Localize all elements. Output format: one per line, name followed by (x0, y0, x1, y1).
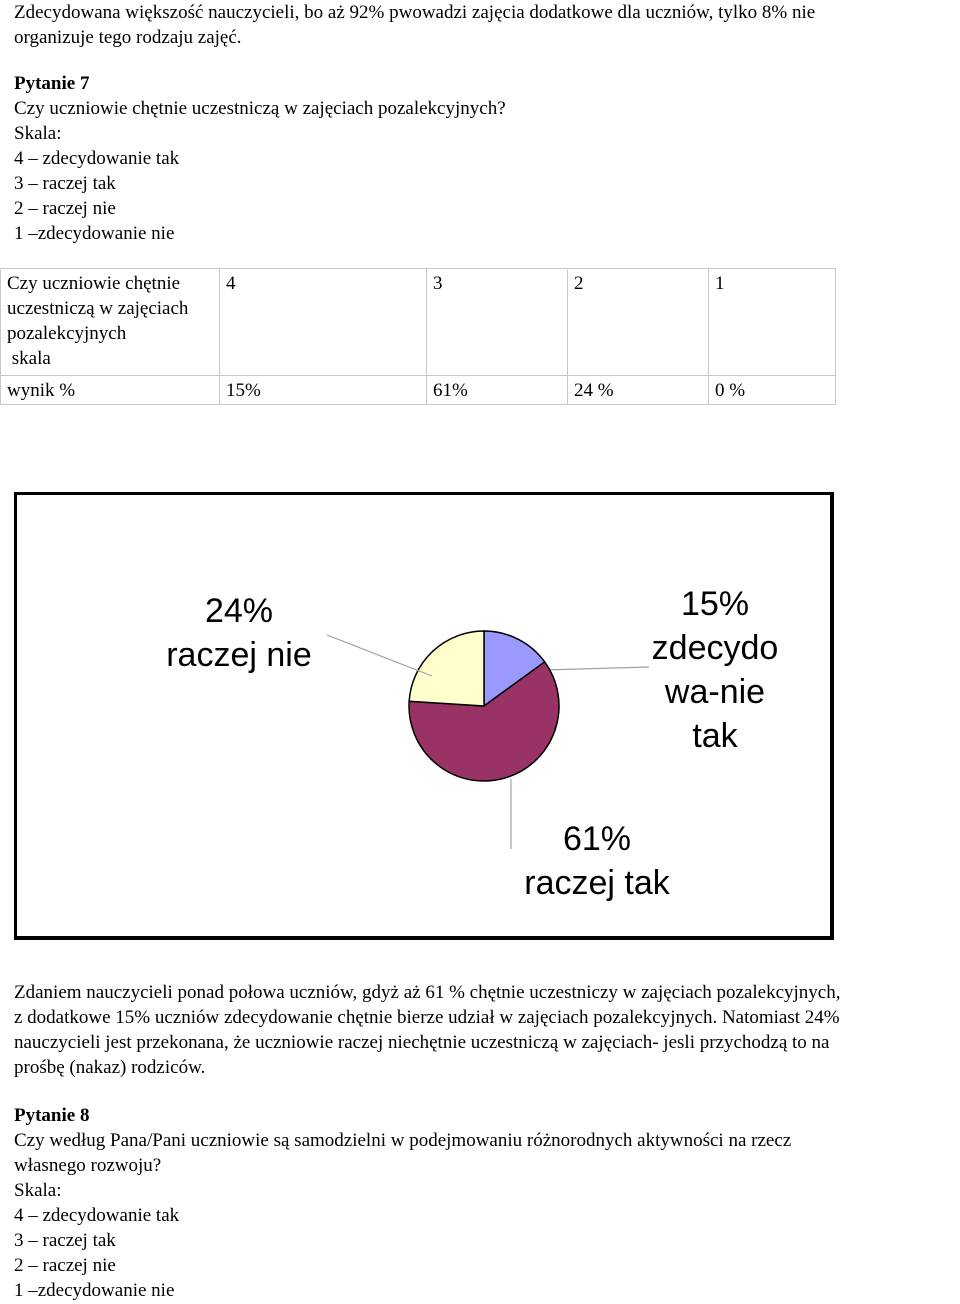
header-line: Czy uczniowie chętnie (7, 273, 181, 294)
question-8-title: Pytanie 8 (14, 1105, 90, 1126)
intro-line: Zdecydowana większość nauczycieli, bo aż 92% pwowadzi zajęcia dodatkowe dla uczniów, tylko 8% nie (14, 2, 816, 23)
scale-item: 1 –zdecydowanie nie (14, 1280, 175, 1301)
pie-label-line: zdecydo (651, 629, 779, 667)
summary-paragraph (14, 980, 954, 1080)
pie-label-line: raczej nie (166, 636, 312, 674)
question-8-text: własnego rozwoju? (14, 1155, 162, 1176)
summary-line: z dodatkowe 15% uczniów zdecydowanie chętnie bierze udział w zajęciach pozalekcyjnych. Natomiast 24% (14, 1007, 840, 1028)
scale-item: 2 – raczej nie (14, 1255, 116, 1276)
table-row (1, 376, 836, 405)
scale-item: 4 – zdecydowanie tak (14, 148, 180, 169)
scale-value-cell: 1 (709, 269, 836, 376)
pie-label-line: 61% (562, 820, 632, 858)
table-header-cell (1, 269, 220, 376)
pie-slice-2 (409, 631, 484, 706)
question-7-title: Pytanie 7 (14, 73, 90, 94)
result-label-cell: wynik % (1, 376, 220, 405)
pie-label-2 (166, 592, 312, 674)
pie-label-3 (524, 820, 670, 902)
scale-label: Skala: (14, 1180, 62, 1201)
scale-value-cell: 4 (220, 269, 427, 376)
scale-label: Skala: (14, 123, 62, 144)
results-table (0, 268, 836, 405)
header-line: pozalekcyjnych (7, 323, 127, 344)
leader-line-2 (327, 635, 432, 676)
intro-line: organizuje tego rodzaju zajęć. (14, 27, 242, 48)
leader-line-4 (544, 667, 649, 670)
result-value-cell: 24 % (568, 376, 709, 405)
pie-chart (17, 495, 830, 936)
intro-paragraph (14, 0, 954, 50)
scale-item: 3 – raczej tak (14, 173, 116, 194)
question-8-text: Czy według Pana/Pani uczniowie są samodzielni w podejmowaniu różnorodnych aktywności na rzecz (14, 1130, 792, 1151)
summary-line: nauczycieli jest przekonana, że uczniowie raczej niechętnie uczestniczą w zajęciach- jesli przychodzą to na (14, 1032, 830, 1053)
pie-label-4 (652, 585, 779, 755)
scale-value-cell: 3 (427, 269, 568, 376)
question-7-text: Czy uczniowie chętnie uczestniczą w zajęciach pozalekcyjnych? (14, 98, 506, 119)
header-line: skala (7, 348, 51, 369)
header-line: uczestniczą w zajęciach (7, 298, 189, 319)
pie-label-line: wa-nie (664, 673, 766, 711)
pie-label-line: tak (692, 717, 738, 755)
pie-label-line: 15% (680, 585, 750, 623)
scale-item: 1 –zdecydowanie nie (14, 223, 175, 244)
scale-item: 3 – raczej tak (14, 1230, 116, 1251)
result-value-cell: 0 % (709, 376, 836, 405)
result-value-cell: 15% (220, 376, 427, 405)
scale-item: 4 – zdecydowanie tak (14, 1205, 180, 1226)
pie-label-line: 24% (204, 592, 274, 630)
scale-value-cell: 2 (568, 269, 709, 376)
summary-line: prośbę (nakaz) rodziców. (14, 1057, 206, 1078)
pie-chart-frame (14, 492, 834, 940)
table-row (1, 269, 836, 376)
pie-label-line: raczej tak (524, 864, 670, 902)
question-7-section (14, 71, 954, 246)
summary-line: Zdaniem nauczycieli ponad połowa uczniów, gdyż aż 61 % chętnie uczestniczy w zajęciach pozalekcyjnych, (14, 982, 841, 1003)
scale-item: 2 – raczej nie (14, 198, 116, 219)
question-8-section (14, 1103, 954, 1303)
result-value-cell: 61% (427, 376, 568, 405)
